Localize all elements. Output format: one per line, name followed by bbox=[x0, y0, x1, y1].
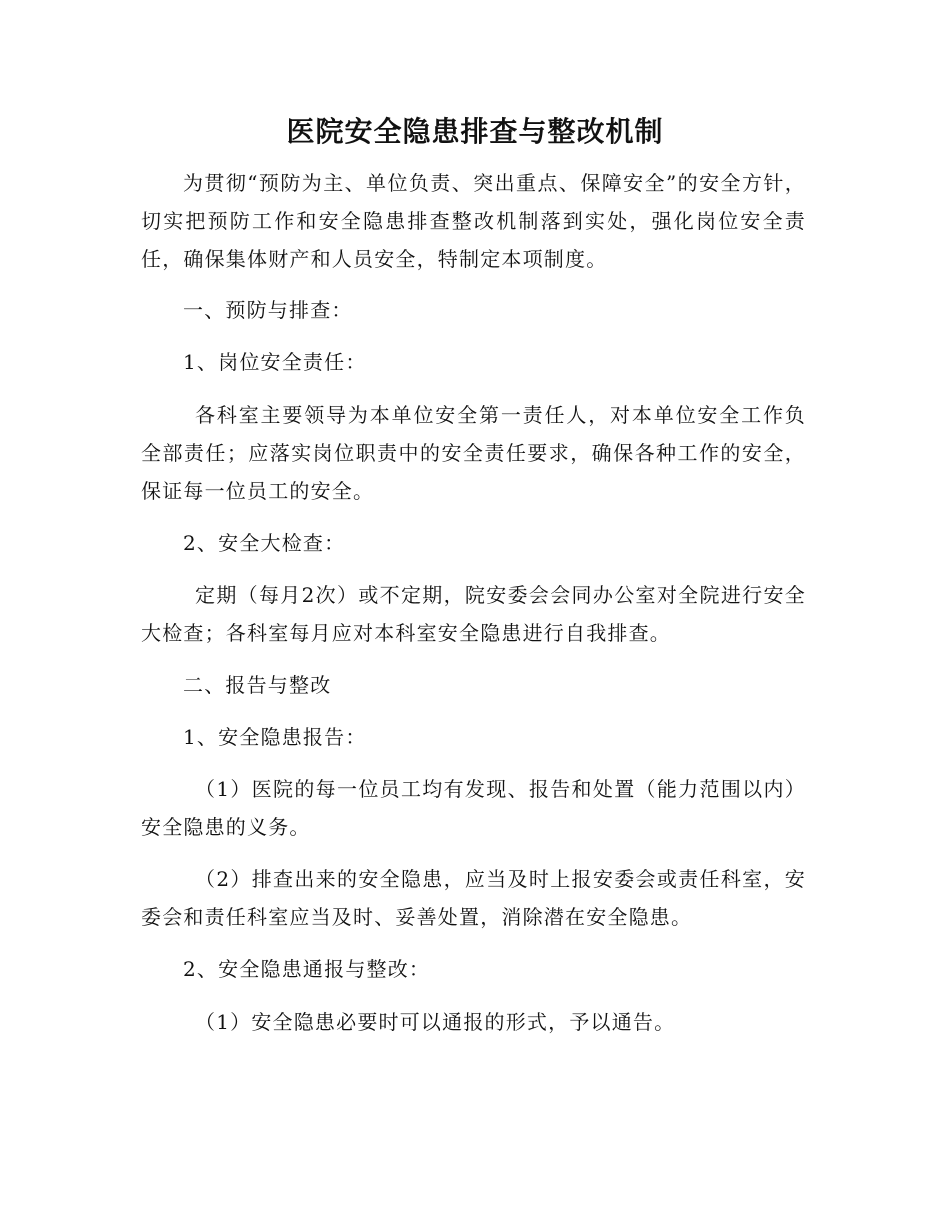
section-2-item-2-paragraph-1: （1）安全隐患必要时可以通报的形式，予以通告。 bbox=[195, 1010, 676, 1034]
section-2-item-1-paragraph-2: （2）排查出来的安全隐患，应当及时上报安委会或责任科室，安委会和责任科室应当及时、妥善处置，消除潜在安全隐患。 bbox=[141, 867, 806, 929]
section-1-item-1-heading: 1、岗位安全责任： bbox=[183, 350, 367, 374]
intro-paragraph: 为贯彻“预防为主、单位负责、突出重点、保障安全”的安全方针，切实把预防工作和安全隐患排查整改机制落到实处，强化岗位安全责任，确保集体财产和人员安全，特制定本项制度。 bbox=[141, 171, 806, 271]
section-1-heading: 一、预防与排查： bbox=[183, 298, 353, 322]
section-2-heading: 二、报告与整改 bbox=[183, 673, 332, 697]
section-1-item-2-text: 定期（每月2次）或不定期，院安委会会同办公室对全院进行安全大检查；各科室每月应对本科室安全隐患进行自我排查。 bbox=[141, 583, 806, 645]
section-1-item-2-heading: 2、安全大检查： bbox=[183, 531, 346, 555]
section-2-item-1-heading: 1、安全隐患报告： bbox=[183, 725, 367, 749]
section-2-item-1-paragraph-1: （1）医院的每一位员工均有发现、报告和处置（能力范围以内）安全隐患的义务。 bbox=[141, 777, 806, 839]
section-2-item-2-heading: 2、安全隐患通报与整改： bbox=[183, 957, 431, 981]
section-1-item-1-text: 各科室主要领导为本单位安全第一责任人，对本单位安全工作负全部责任；应落实岗位职责中的安全责任要求，确保各种工作的安全，保证每一位员工的安全。 bbox=[141, 403, 806, 503]
document-title: 医院安全隐患排查与整改机制 bbox=[286, 115, 664, 148]
